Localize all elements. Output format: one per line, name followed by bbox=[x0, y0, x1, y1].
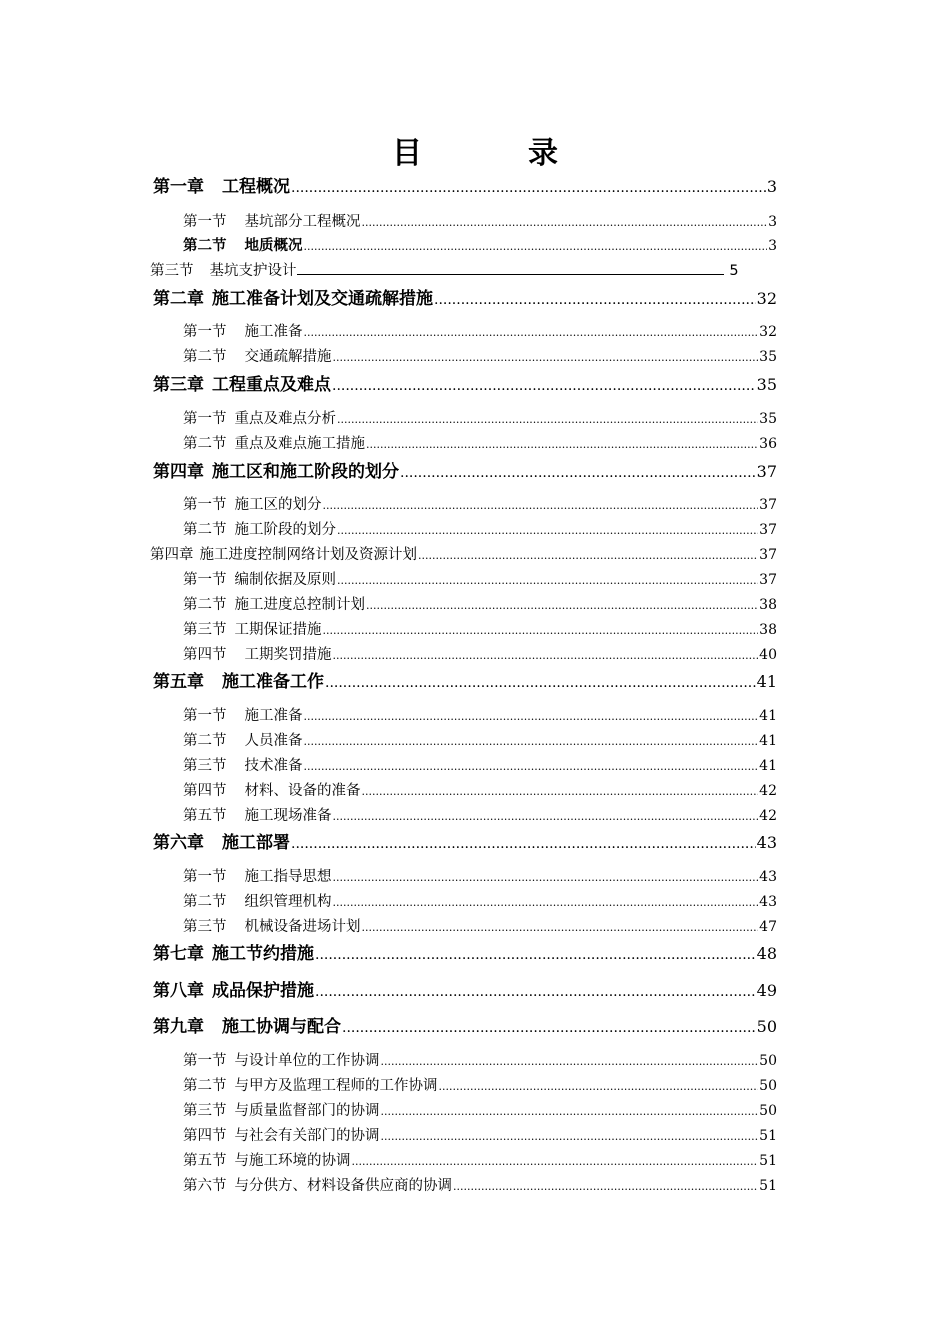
toc-page-number: 41 bbox=[759, 708, 777, 724]
toc-entry-name: 成品保护措施 bbox=[212, 981, 314, 1001]
toc-entry-number: 第一节 bbox=[183, 214, 227, 230]
toc-chapter-entry[interactable] bbox=[153, 939, 777, 964]
toc-section-entry[interactable] bbox=[183, 1099, 777, 1120]
toc-entry-number: 第二节 bbox=[183, 733, 227, 749]
toc-page-number: 50 bbox=[756, 1017, 777, 1036]
toc-entry-label bbox=[183, 1049, 380, 1070]
toc-entry-label bbox=[183, 210, 361, 231]
toc-entry-name: 与设计单位的工作协调 bbox=[234, 1053, 380, 1069]
toc-dot-leader bbox=[304, 735, 759, 748]
toc-dot-leader bbox=[366, 599, 758, 612]
toc-entry-name: 材料、设备的准备 bbox=[244, 783, 361, 799]
toc-entry-number: 第三节 bbox=[183, 758, 227, 774]
toc-entry-number: 第四节 bbox=[183, 783, 227, 799]
toc-chapter-entry[interactable] bbox=[153, 370, 777, 395]
toc-dot-leader bbox=[323, 624, 759, 637]
toc-entry-label bbox=[183, 345, 332, 366]
toc-entry-label bbox=[183, 804, 332, 825]
toc-entry-name: 地质概况 bbox=[244, 237, 303, 254]
toc-dot-leader bbox=[381, 1105, 759, 1118]
toc-dot-leader bbox=[333, 810, 759, 823]
toc-entry-name: 施工部署 bbox=[222, 833, 290, 853]
toc-entry-number: 第四章 bbox=[153, 462, 204, 482]
toc-dot-leader bbox=[291, 180, 766, 196]
toc-entry-label bbox=[183, 754, 303, 775]
toc-section-entry[interactable] bbox=[183, 1174, 777, 1195]
toc-section-entry[interactable] bbox=[183, 915, 777, 936]
toc-entry-number: 第一节 bbox=[183, 411, 227, 427]
toc-entry-label bbox=[183, 593, 365, 614]
toc-entry-number: 第一节 bbox=[183, 497, 227, 513]
toc-section-entry[interactable] bbox=[183, 1124, 777, 1145]
toc-entry-number: 第九章 bbox=[153, 1017, 204, 1037]
toc-page-number: 42 bbox=[759, 808, 777, 824]
toc-entry-name: 工期保证措施 bbox=[234, 622, 322, 638]
toc-page-number: 42 bbox=[759, 783, 777, 799]
toc-page-number: 3 bbox=[768, 214, 777, 230]
toc-dot-leader bbox=[333, 649, 759, 662]
toc-dot-leader bbox=[362, 216, 768, 229]
toc-page-number: 43 bbox=[756, 833, 777, 852]
toc-page-number: 37 bbox=[759, 497, 777, 513]
toc-section-entry[interactable] bbox=[183, 754, 777, 775]
toc-page-number: 35 bbox=[756, 375, 777, 394]
toc-page-number: 43 bbox=[759, 894, 777, 910]
toc-section-entry[interactable] bbox=[183, 210, 777, 231]
toc-page-number: 38 bbox=[759, 622, 777, 638]
toc-entry-name: 与质量监督部门的协调 bbox=[234, 1103, 380, 1119]
toc-section-entry[interactable] bbox=[183, 1049, 777, 1070]
toc-chapter-entry[interactable] bbox=[153, 172, 777, 197]
toc-entry-label bbox=[183, 643, 332, 664]
toc-page-number: 47 bbox=[759, 919, 777, 935]
toc-chapter-entry[interactable] bbox=[153, 284, 777, 309]
toc-entry-label bbox=[183, 1124, 380, 1145]
toc-entry-number: 第二节 bbox=[183, 1078, 227, 1094]
toc-entry-number: 第二节 bbox=[183, 522, 227, 538]
toc-entry-number: 第四节 bbox=[183, 647, 227, 663]
toc-dot-leader bbox=[362, 921, 759, 934]
toc-dot-leader bbox=[337, 574, 758, 587]
toc-section-entry[interactable] bbox=[183, 518, 777, 539]
toc-entry-label bbox=[183, 1099, 380, 1120]
toc-entry-name: 施工进度总控制计划 bbox=[234, 597, 365, 613]
toc-entry-number: 第五章 bbox=[153, 672, 204, 692]
toc-entry-name: 基坑部分工程概况 bbox=[244, 214, 361, 230]
toc-section-entry[interactable] bbox=[183, 704, 777, 725]
toc-section-entry[interactable] bbox=[183, 1074, 777, 1095]
toc-entry-number: 第三节 bbox=[183, 622, 227, 638]
toc-section-entry[interactable] bbox=[183, 618, 777, 639]
toc-entry-number: 第三节 bbox=[183, 1103, 227, 1119]
toc-entry-label bbox=[153, 172, 290, 197]
toc-dot-leader bbox=[337, 413, 758, 426]
toc-entry-name: 施工区的划分 bbox=[234, 497, 322, 513]
toc-page-number: 49 bbox=[756, 981, 777, 1000]
toc-entry-name: 施工指导思想 bbox=[244, 869, 332, 885]
toc-entry-label bbox=[183, 729, 303, 750]
toc-dot-leader bbox=[366, 438, 758, 451]
toc-page-number: 50 bbox=[759, 1078, 777, 1094]
toc-entry-name: 交通疏解措施 bbox=[244, 349, 332, 365]
toc-entry-name: 施工准备 bbox=[244, 324, 303, 340]
toc-entry-label bbox=[183, 493, 322, 514]
toc-chapter-entry[interactable] bbox=[153, 976, 777, 1001]
toc-dot-leader bbox=[332, 378, 756, 394]
toc-section-entry[interactable] bbox=[183, 1149, 777, 1170]
toc-dot-leader bbox=[323, 499, 759, 512]
toc-section-entry[interactable] bbox=[183, 865, 777, 886]
toc-entry-label bbox=[153, 284, 433, 309]
toc-entry-number: 第六节 bbox=[183, 1178, 227, 1194]
toc-page-number: 3 bbox=[766, 177, 777, 196]
toc-entry-name: 人员准备 bbox=[244, 733, 303, 749]
toc-section-entry[interactable] bbox=[183, 779, 777, 800]
toc-section-entry[interactable] bbox=[183, 432, 777, 453]
toc-entry-number: 第七章 bbox=[153, 944, 204, 964]
toc-page-number: 36 bbox=[759, 436, 777, 452]
toc-entry-label bbox=[183, 234, 303, 255]
toc-entry-number: 第一章 bbox=[153, 177, 204, 197]
toc-dot-leader bbox=[333, 871, 759, 884]
toc-entry-label bbox=[153, 939, 314, 964]
toc-entry-label bbox=[183, 618, 322, 639]
toc-dot-leader bbox=[325, 675, 756, 691]
toc-section-entry[interactable] bbox=[183, 568, 777, 589]
toc-entry-label bbox=[183, 890, 332, 911]
toc-page-number: 51 bbox=[759, 1178, 777, 1194]
toc-entry-number: 第一节 bbox=[183, 572, 227, 588]
toc-dot-leader bbox=[362, 785, 759, 798]
toc-entry-number: 第二节 bbox=[183, 597, 227, 613]
toc-dot-leader bbox=[315, 947, 756, 963]
toc-entry-name: 工程重点及难点 bbox=[212, 375, 331, 395]
toc-section-entry[interactable] bbox=[183, 320, 777, 341]
toc-entry-label bbox=[153, 457, 399, 482]
toc-entry-name: 施工进度控制网络计划及资源计划 bbox=[199, 547, 417, 563]
toc-dot-leader bbox=[297, 262, 725, 275]
toc-entry-label bbox=[183, 1149, 351, 1170]
toc-entry-name: 机械设备进场计划 bbox=[244, 919, 361, 935]
toc-dot-leader bbox=[381, 1055, 759, 1068]
toc-section-entry[interactable] bbox=[183, 804, 777, 825]
toc-entry-number: 第一节 bbox=[183, 708, 227, 724]
toc-dot-leader bbox=[400, 465, 756, 481]
toc-page-number: 51 bbox=[759, 1128, 777, 1144]
toc-entry-name: 与分供方、材料设备供应商的协调 bbox=[234, 1178, 452, 1194]
toc-dot-leader bbox=[333, 351, 759, 364]
toc-entry-number: 第二节 bbox=[183, 237, 227, 254]
toc-entry-name: 施工准备计划及交通疏解措施 bbox=[212, 289, 433, 309]
toc-entry-name: 编制依据及原则 bbox=[234, 572, 336, 588]
toc-entry-name: 重点及难点施工措施 bbox=[234, 436, 365, 452]
toc-page-number: 37 bbox=[759, 547, 777, 563]
toc-entry-label bbox=[153, 828, 290, 853]
toc-entry-number: 第三节 bbox=[183, 919, 227, 935]
toc-entry-name: 施工协调与配合 bbox=[222, 1017, 341, 1037]
toc-entry-label bbox=[153, 976, 314, 1001]
toc-page-number: 50 bbox=[759, 1103, 777, 1119]
toc-chapter-entry[interactable] bbox=[153, 667, 777, 692]
toc-entry-name: 工期奖罚措施 bbox=[244, 647, 332, 663]
toc-entry-label bbox=[183, 704, 303, 725]
toc-entry-label bbox=[183, 407, 336, 428]
toc-entry-label bbox=[153, 667, 324, 692]
toc-page-number: 5 bbox=[729, 263, 739, 279]
toc-dot-leader bbox=[304, 710, 759, 723]
toc-dot-leader bbox=[315, 984, 756, 1000]
toc-chapter-entry[interactable] bbox=[153, 457, 777, 482]
toc-dot-leader bbox=[342, 1020, 756, 1036]
toc-entry-name: 技术准备 bbox=[244, 758, 303, 774]
toc-entry-name: 施工现场准备 bbox=[244, 808, 332, 824]
toc-page-number: 37 bbox=[759, 572, 777, 588]
toc-entry-number: 第三节 bbox=[150, 263, 194, 279]
toc-entry-number: 第二节 bbox=[183, 894, 227, 910]
toc-section-entry[interactable] bbox=[183, 345, 777, 366]
toc-page-number: 41 bbox=[759, 758, 777, 774]
toc-dot-leader bbox=[333, 896, 759, 909]
toc-entry-label bbox=[183, 518, 336, 539]
toc-page-number: 38 bbox=[759, 597, 777, 613]
toc-page-number: 41 bbox=[756, 672, 777, 691]
toc-dot-leader bbox=[418, 549, 758, 562]
toc-entry-name: 与甲方及监理工程师的工作协调 bbox=[234, 1078, 438, 1094]
toc-page-number: 35 bbox=[759, 411, 777, 427]
toc-entry-number: 第一节 bbox=[183, 324, 227, 340]
toc-entry-label bbox=[183, 568, 336, 589]
toc-entry-name: 工程概况 bbox=[222, 177, 290, 197]
toc-entry-label bbox=[183, 432, 365, 453]
toc-entry-label bbox=[153, 370, 331, 395]
toc-entry-label bbox=[183, 915, 361, 936]
toc-page-number: 32 bbox=[756, 289, 777, 308]
toc-entry-name: 施工节约措施 bbox=[212, 944, 314, 964]
toc-entry-label bbox=[183, 1074, 438, 1095]
toc-entry-number: 第四节 bbox=[183, 1128, 227, 1144]
toc-entry-number: 第六章 bbox=[153, 833, 204, 853]
toc-dot-leader bbox=[291, 836, 756, 852]
toc-page-number: 32 bbox=[759, 324, 777, 340]
toc-entry-name: 施工阶段的划分 bbox=[234, 522, 336, 538]
toc-entry-label bbox=[153, 1012, 341, 1037]
toc-entry-label bbox=[183, 320, 303, 341]
toc-entry-name: 与施工环境的协调 bbox=[234, 1153, 351, 1169]
toc-entry-label bbox=[150, 543, 417, 564]
toc-chapter-entry[interactable] bbox=[153, 828, 777, 853]
toc-entry-label bbox=[183, 865, 332, 886]
toc-entry-number: 第四章 bbox=[150, 547, 194, 563]
toc-entry-name: 基坑支护设计 bbox=[209, 263, 297, 279]
toc-section-entry[interactable] bbox=[183, 493, 777, 514]
toc-chapter-entry[interactable] bbox=[153, 1012, 777, 1037]
toc-section-entry[interactable] bbox=[183, 643, 777, 664]
toc-entry-name: 与社会有关部门的协调 bbox=[234, 1128, 380, 1144]
toc-entry-number: 第二节 bbox=[183, 436, 227, 452]
toc-page-number: 50 bbox=[759, 1053, 777, 1069]
toc-section-entry[interactable] bbox=[150, 259, 744, 280]
toc-dot-leader bbox=[453, 1180, 758, 1193]
toc-entry-label bbox=[183, 1174, 452, 1195]
toc-entry-name: 重点及难点分析 bbox=[234, 411, 336, 427]
toc-page-number: 3 bbox=[768, 238, 777, 254]
toc-page-number: 41 bbox=[759, 733, 777, 749]
toc-entry-number: 第五节 bbox=[183, 808, 227, 824]
toc-page-number: 37 bbox=[759, 522, 777, 538]
toc-entry-name: 施工区和施工阶段的划分 bbox=[212, 462, 399, 482]
toc-page-number: 51 bbox=[759, 1153, 777, 1169]
toc-dot-leader bbox=[352, 1155, 759, 1168]
toc-dot-leader bbox=[434, 292, 756, 308]
toc-entry-label bbox=[150, 259, 297, 280]
toc-entry-number: 第五节 bbox=[183, 1153, 227, 1169]
toc-entry-name: 组织管理机构 bbox=[244, 894, 332, 910]
toc-dot-leader bbox=[439, 1080, 759, 1093]
toc-entry-label bbox=[183, 779, 361, 800]
toc-section-entry[interactable] bbox=[183, 729, 777, 750]
toc-page-number: 43 bbox=[759, 869, 777, 885]
toc-title: 目 录 bbox=[392, 136, 596, 171]
toc-section-entry[interactable] bbox=[183, 890, 777, 911]
toc-entry-number: 第三章 bbox=[153, 375, 204, 395]
toc-section-entry[interactable] bbox=[183, 407, 777, 428]
toc-page-number: 40 bbox=[759, 647, 777, 663]
toc-dot-leader bbox=[304, 240, 768, 253]
toc-dot-leader bbox=[337, 524, 758, 537]
toc-dot-leader bbox=[381, 1130, 759, 1143]
toc-dot-leader bbox=[304, 760, 759, 773]
toc-dot-leader bbox=[304, 326, 759, 339]
toc-section-entry[interactable] bbox=[183, 593, 777, 614]
toc-page-number: 48 bbox=[756, 944, 777, 963]
toc-entry-name: 施工准备 bbox=[244, 708, 303, 724]
toc-section-entry[interactable] bbox=[150, 543, 777, 564]
toc-entry-number: 第一节 bbox=[183, 869, 227, 885]
toc-page-number: 35 bbox=[759, 349, 777, 365]
toc-entry-number: 第八章 bbox=[153, 981, 204, 1001]
toc-page-number: 37 bbox=[756, 462, 777, 481]
toc-entry-number: 第一节 bbox=[183, 1053, 227, 1069]
toc-section-entry[interactable] bbox=[183, 234, 777, 255]
toc-entry-number: 第二节 bbox=[183, 349, 227, 365]
toc-entry-name: 施工准备工作 bbox=[222, 672, 324, 692]
toc-entry-number: 第二章 bbox=[153, 289, 204, 309]
